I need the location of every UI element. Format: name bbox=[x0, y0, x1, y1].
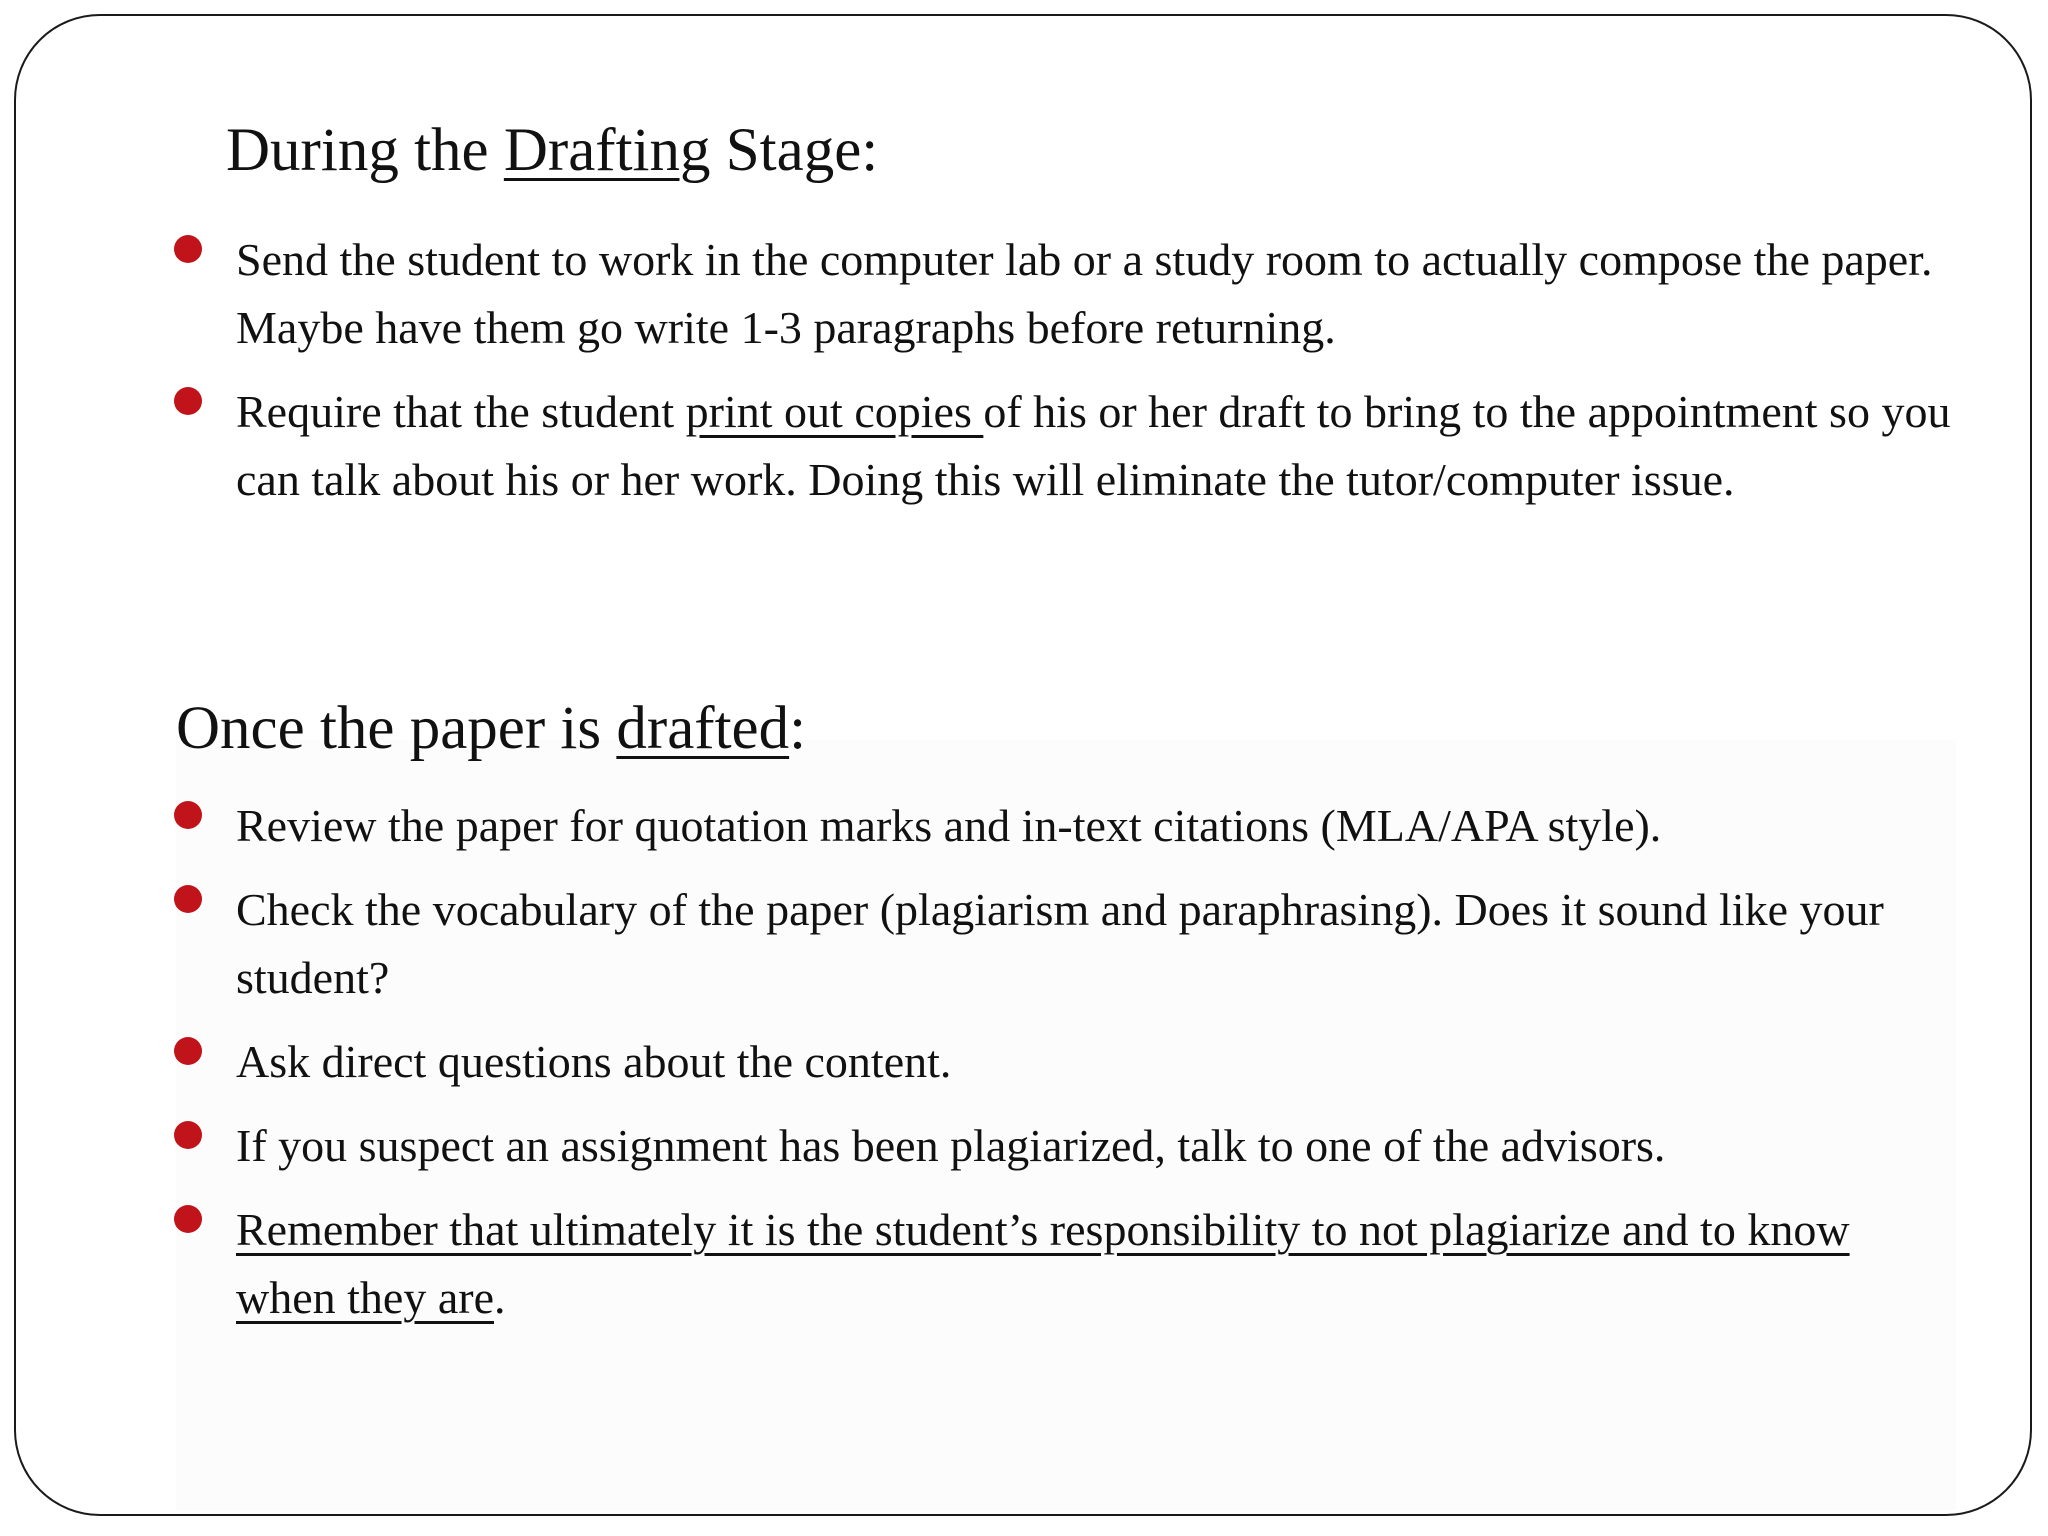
list-item-text-end: . bbox=[494, 1272, 506, 1323]
list-item-text: If you suspect an assignment has been plagiarized, talk to one of the advisors. bbox=[236, 1120, 1666, 1171]
list-item-text: Ask direct questions about the content. bbox=[236, 1036, 952, 1087]
once-drafted-list bbox=[236, 792, 1956, 1348]
drafting-stage-list bbox=[236, 226, 1956, 530]
bullet-icon bbox=[174, 885, 202, 913]
heading-suffix: : bbox=[789, 695, 807, 762]
list-item-text-start: Require that the student bbox=[236, 386, 686, 437]
list-item-text: Send the student to work in the computer lab or a study room to actually compose the paper. Maybe have them go write 1-3 paragraphs before returning. bbox=[236, 234, 1933, 353]
list-item bbox=[236, 1028, 1956, 1096]
list-item-text-end: of his or her draft to bring to the appointment so you can talk about his or her work. Doing this will eliminate the tutor/computer issue. bbox=[236, 386, 1951, 505]
bullet-icon bbox=[174, 1205, 202, 1233]
print-out-copies-underlined: print out copies bbox=[685, 386, 984, 437]
responsibility-reminder-underlined: Remember that ultimately it is the student’s responsibility to not plagiarize and to know when they are bbox=[236, 1204, 1850, 1323]
bullet-icon bbox=[174, 1121, 202, 1149]
list-item bbox=[236, 226, 1956, 362]
list-item bbox=[236, 1112, 1956, 1180]
heading-prefix: Once the paper is bbox=[176, 695, 617, 762]
bullet-icon bbox=[174, 801, 202, 829]
bullet-icon bbox=[174, 387, 202, 415]
heading-prefix: During the bbox=[226, 117, 504, 184]
list-item bbox=[236, 378, 1956, 514]
list-item-text: Check the vocabulary of the paper (plagiarism and paraphrasing). Does it sound like your student? bbox=[236, 884, 1884, 1003]
list-item bbox=[236, 876, 1956, 1012]
drafting-stage-heading bbox=[226, 117, 879, 184]
list-item bbox=[236, 792, 1956, 860]
heading-suffix: Stage: bbox=[710, 117, 879, 184]
list-item-text: Review the paper for quotation marks and in-text citations (MLA/APA style). bbox=[236, 800, 1662, 851]
bullet-icon bbox=[174, 235, 202, 263]
heading-drafted-underlined: drafted bbox=[616, 695, 790, 762]
heading-drafting-underlined: Drafting bbox=[503, 117, 711, 184]
bullet-icon bbox=[174, 1037, 202, 1065]
once-drafted-heading bbox=[176, 695, 807, 762]
list-item bbox=[236, 1196, 1956, 1332]
